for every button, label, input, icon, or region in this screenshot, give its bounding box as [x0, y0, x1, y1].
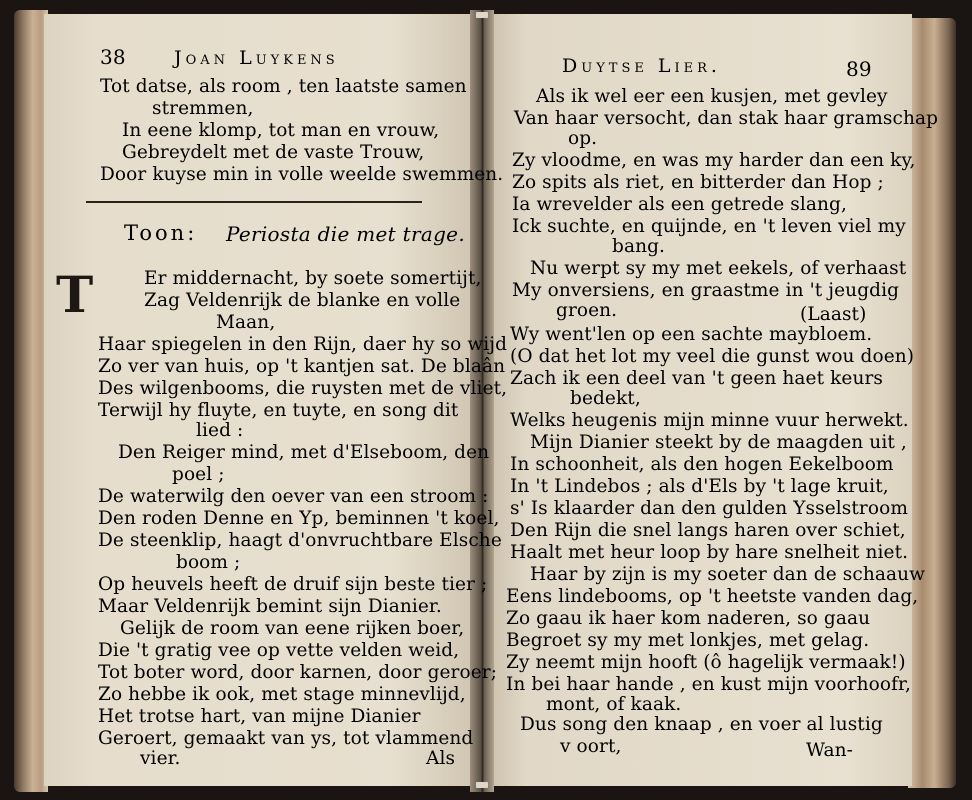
- poem-line: Haalt met heur loop by hare snelheit niet.: [510, 542, 909, 563]
- poem-line: In schoonheit, als den hogen Eekelboom: [510, 454, 894, 475]
- poem-line: Zo hebbe ik ook, met stage minnevlijd,: [98, 684, 466, 705]
- poem-line: In eene klomp, tot man en vrouw,: [122, 120, 440, 141]
- poem-line: vier.: [140, 748, 181, 769]
- poem-line: groen.: [556, 300, 618, 321]
- catchword: Wan-: [806, 740, 854, 761]
- poem-line: Nu werpt sy my met eekels, of verhaast: [530, 258, 907, 279]
- poem-line: Gelijk de room van eene rijken boer,: [120, 618, 465, 639]
- poem-line: Maar Veldenrijk bemint sijn Dianier.: [98, 596, 442, 617]
- poem-line: Gebreydelt met de vaste Trouw,: [122, 142, 425, 163]
- poem-line: Zy vloodme, en was my harder dan een ky,: [512, 150, 916, 171]
- binding-stitch: [476, 782, 488, 788]
- poem-line: My onversiens, en graastme in 't jeugdig: [512, 280, 900, 301]
- right-running-head: Duytse Lier.: [562, 55, 721, 77]
- poem-line: Ick suchte, en quijnde, en 't leven viel my: [512, 216, 906, 237]
- poem-line: s' Is klaarder dan den gulden Ysselstroom: [510, 498, 908, 519]
- poem-line: Dus song den knaap , en voer al lustig: [520, 714, 883, 735]
- left-running-head: Joan Luykens: [174, 47, 339, 69]
- poem-line: Haar by zijn is my soeter dan de schaauw: [530, 564, 926, 585]
- poem-line: boom ;: [176, 552, 241, 573]
- poem-line: In bei haar hande , en kust mijn voorhoofr,: [506, 674, 911, 695]
- poem-line: Ia wrevelder als een getrede slang,: [512, 194, 847, 215]
- poem-line: Tot datse, als room , ten laatste samen: [100, 76, 467, 97]
- poem-line: (Laast): [800, 304, 867, 325]
- poem-line: De waterwilg den oever van een stroom :: [98, 486, 489, 507]
- drop-cap: T: [56, 265, 94, 324]
- poem-line: Die 't gratig vee op vette velden weid,: [98, 640, 460, 661]
- poem-line: bedekt,: [570, 388, 641, 409]
- poem-line: Eens lindebooms, op 't heetste vanden dag,: [506, 586, 919, 607]
- poem-line: Zy neemt mijn hooft (ô hagelijk vermaak!): [506, 652, 906, 673]
- poem-line: stremmen,: [152, 98, 254, 119]
- catchword: Als: [426, 748, 456, 769]
- poem-line: mont, of kaak.: [546, 694, 682, 715]
- poem-line: De steenklip, haagt d'onvruchtbare Elsche: [98, 530, 502, 551]
- poem-line: Zach ik een deel van 't geen haet keurs: [510, 368, 884, 389]
- poem-line: Zo ver van huis, op 't kantjen sat. De blaân: [98, 356, 506, 377]
- poem-line: Tot boter word, door karnen, door geroer;: [98, 662, 498, 683]
- poem-line: In 't Lindebos ; als d'Els by 't lage kruit,: [510, 476, 889, 497]
- poem-line: op.: [568, 128, 598, 149]
- poem-line: bang.: [612, 236, 666, 257]
- left-page-edges: [14, 10, 48, 792]
- binding-stitch: [476, 12, 488, 18]
- poem-line: Er middernacht, by soete somertijt,: [144, 268, 482, 289]
- poem-line: Den roden Denne en Yp, beminnen 't koel,: [98, 508, 500, 529]
- poem-line: Den Reiger mind, met d'Elseboom, den: [118, 442, 490, 463]
- poem-line: poel ;: [172, 464, 225, 485]
- poem-line: Den Rijn die snel langs haren over schiet,: [510, 520, 906, 541]
- poem-line: Terwijl hy fluyte, en tuyte, en song dit: [98, 400, 459, 421]
- left-page-number: 38: [100, 45, 126, 69]
- poem-line: Het trotse hart, van mijne Dianier: [98, 706, 421, 727]
- tune-title: Periosta die met trage.: [226, 222, 465, 246]
- section-rule: [86, 201, 422, 203]
- poem-line: Zo spits als riet, en bitterder dan Hop ;: [512, 172, 884, 193]
- poem-line: Wy went'len op een sachte maybloem.: [510, 324, 873, 345]
- right-page-edges: [908, 18, 956, 788]
- poem-line: v oort,: [560, 736, 622, 757]
- poem-line: (O dat het lot my veel die gunst wou doen): [510, 346, 915, 367]
- poem-line: Welks heugenis mijn minne vuur herwekt.: [510, 410, 909, 431]
- poem-line: Haar spiegelen in den Rijn, daer hy so wijd: [98, 334, 508, 355]
- poem-line: Begroet sy my met lonkjes, met gelag.: [506, 630, 870, 651]
- poem-line: Op heuvels heeft de druif sijn beste tier ;: [98, 574, 488, 595]
- poem-line: Mijn Dianier steekt by de maagden uit ,: [530, 432, 907, 453]
- tune-label: Toon:: [124, 221, 198, 245]
- poem-line: Zag Veldenrijk de blanke en volle: [144, 290, 461, 311]
- poem-line: Geroert, gemaakt van ys, tot vlammend: [98, 728, 474, 749]
- poem-line: Als ik wel eer een kusjen, met gevley: [536, 86, 888, 107]
- poem-line: Des wilgenbooms, die ruysten met de vliet,: [98, 378, 508, 399]
- poem-line: Maan,: [216, 312, 276, 333]
- poem-line: Van haar versocht, dan stak haar gramschap: [514, 108, 939, 129]
- poem-line: Zo gaau ik haer kom naderen, so gaau: [506, 608, 871, 629]
- poem-line: Door kuyse min in volle weelde swemmen.: [100, 164, 504, 185]
- right-page-number: 89: [846, 57, 872, 81]
- poem-line: lied :: [196, 420, 244, 441]
